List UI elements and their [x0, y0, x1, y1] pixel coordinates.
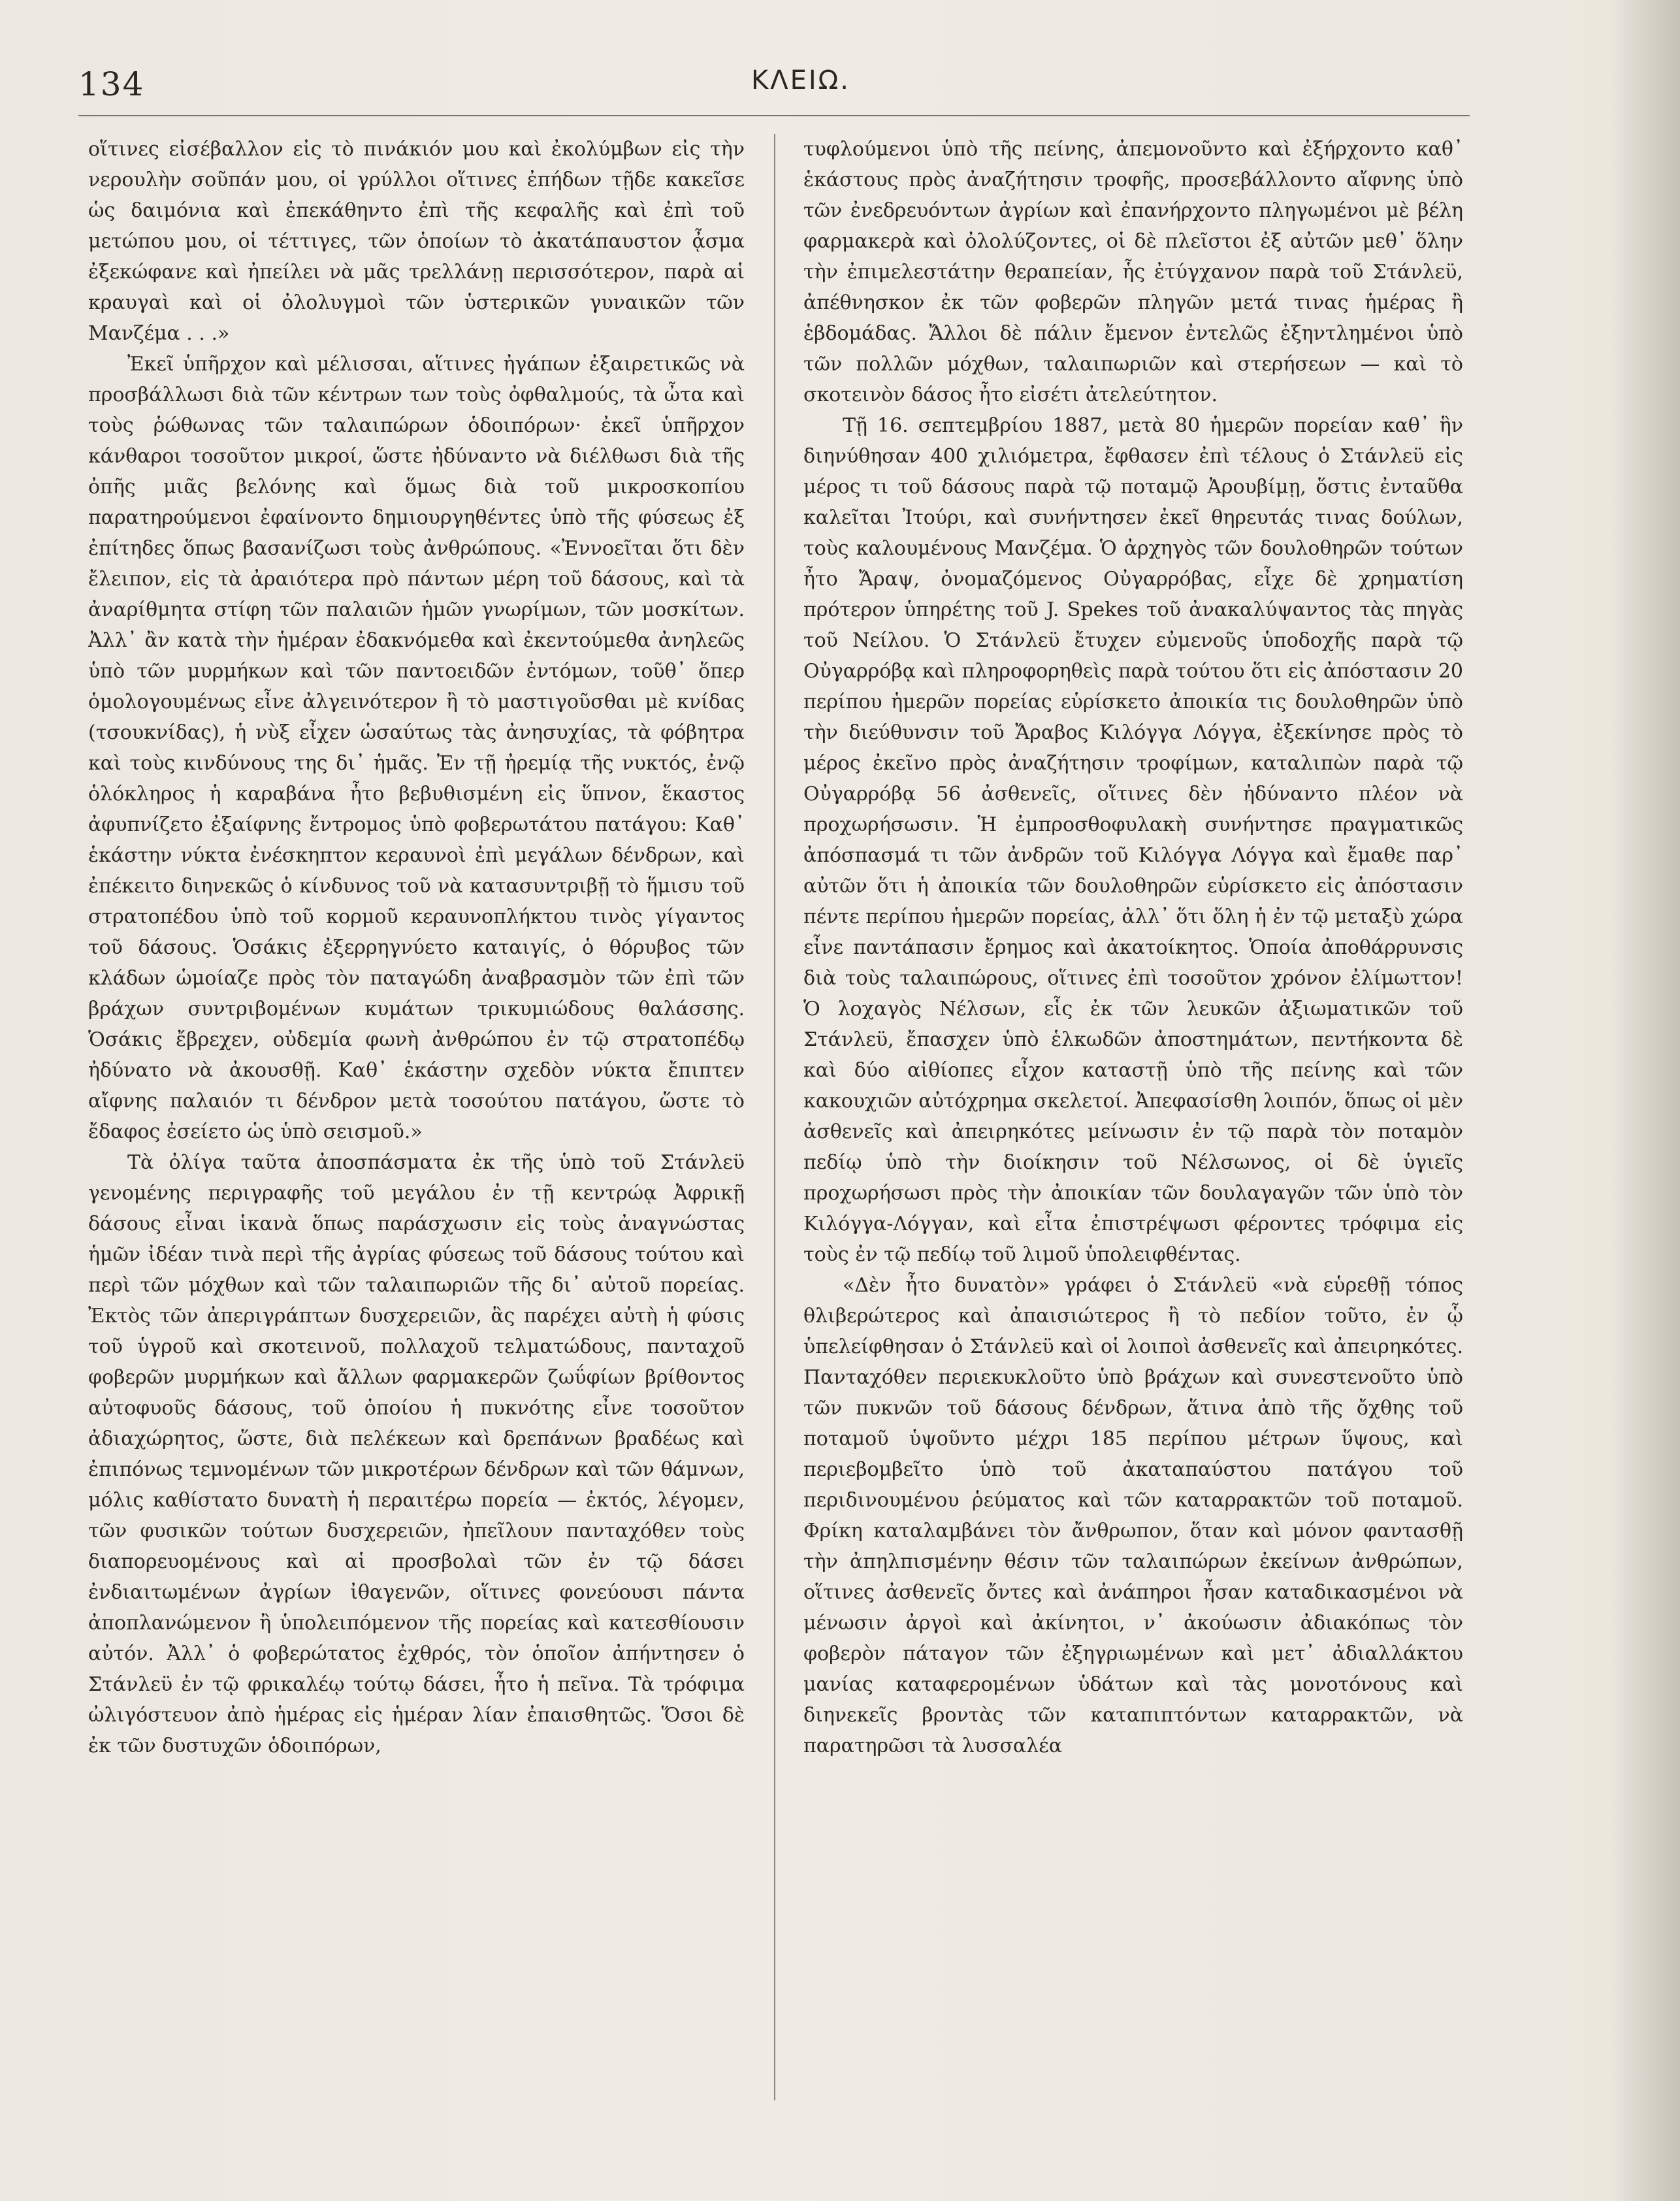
- column-divider: [774, 134, 775, 2100]
- left-column: [88, 134, 745, 2113]
- header-rule: [78, 115, 1470, 116]
- paragraph: Τὰ ὀλίγα ταῦτα ἀποσπάσματα ἐκ τῆς ὑπὸ τοῦ Στάνλεϋ γενομένης περιγραφῆς τοῦ μεγάλου ἐν τῇ κεντρώᾳ Ἀφρικῇ δάσους εἶναι ἱκανὰ ὅπως παράσχωσιν εἰς τοὺς ἀναγνώστας ἡμῶν ἰδέαν τινὰ περὶ τῆς ἀγρίας φύσεως τοῦ δάσους τούτου καὶ περὶ τῶν μόχθων καὶ τῶν ταλαιπωριῶν τῆς δι᾽ αὐτοῦ πορείας. Ἐκτὸς τῶν ἀπεριγράπτων δυσχερειῶν, ἃς παρέχει αὐτὴ ἡ φύσις τοῦ ὑγροῦ καὶ σκοτεινοῦ, πολλαχοῦ τελματώδους, πανταχοῦ φοβερῶν μυρμήκων καὶ ἄλλων φαρμακερῶν ζωΰφίων βρίθοντος αὐτοφυοῦς δάσους, τοῦ ὁποίου ἡ πυκνότης εἶνε τοσοῦτον ἀδιαχώρητος, ὥστε, διὰ πελέκεων καὶ δρεπάνων βραδέως καὶ ἐπιπόνως τεμνομένων τῶν μικροτέρων δένδρων καὶ τῶν θάμνων, μόλις καθίστατο δυνατὴ ἡ περαιτέρω πορεία — ἐκτός, λέγομεν, τῶν φυσικῶν τούτων δυσχερειῶν, ἠπεῖλουν πανταχόθεν τοὺς διαπορευομένους καὶ αἱ προσβολαὶ τῶν ἐν τῷ δάσει ἐνδιαιτωμένων ἀγρίων ἰθαγενῶν, οἵτινες φονεύουσι πάντα ἀποπλανώμενον ἢ ὑπολειπόμενον τῆς πορείας καὶ κατεσθίουσιν αὐτόν. Ἀλλ᾽ ὁ φοβερώτατος ἐχθρός, τὸν ὁποῖον ἀπήντησεν ὁ Στάνλεϋ ἐν τῷ φρικαλέῳ τούτῳ δάσει, ἦτο ἡ πεῖνα. Τὰ τρόφιμα ὠλιγόστευον ἀπὸ ἡμέρας εἰς ἡμέραν λίαν ἐπαισθητῶς. Ὅσοι δὲ ἐκ τῶν δυστυχῶν ὁδοιπόρων,: [88, 1151, 745, 1757]
- page-edge-shadow: [1608, 0, 1680, 2201]
- right-column: [803, 134, 1463, 2113]
- paragraph: Ἐκεῖ ὑπῆρχον καὶ μέλισσαι, αἵτινες ἠγάπων ἐξαιρετικῶς νὰ προσβάλλωσι διὰ τῶν κέντρων των τοὺς ὀφθαλμούς, τὰ ὦτα καὶ τοὺς ῥώθωνας τῶν ταλαιπώρων ὁδοιπόρων· ἐκεῖ ὑπῆρχον κάνθαροι τοσοῦτον μικροί, ὥστε ἠδύναντο νὰ διέλθωσι διὰ τῆς ὀπῆς μιᾶς βελόνης καὶ ὅμως διὰ τοῦ μικροσκοπίου παρατηρούμενοι ἐφαίνοντο δημιουργηθέντες ὑπὸ τῆς φύσεως ἐξ ἐπίτηδες ὅπως βασανίζωσι τοὺς ἀνθρώπους. «Ἐννοεῖται ὅτι δὲν ἔλειπον, εἰς τὰ ἀραιότερα πρὸ πάντων μέρη τοῦ δάσους, καὶ τὰ ἀναρίθμητα στίφη τῶν παλαιῶν ἡμῶν γνωρίμων, τῶν μοσκίτων. Ἀλλ᾽ ἂν κατὰ τὴν ἡμέραν ἐδακνόμεθα καὶ ἐκεντούμεθα ἀνηλεῶς ὑπὸ τῶν μυρμήκων καὶ τῶν παντοειδῶν ἐντόμων, τοῦθ᾽ ὅπερ ὁμολογουμένως εἶνε ἀλγεινότερον ἢ τὸ μαστιγοῦσθαι μὲ κνίδας (τσουκνίδας), ἡ νὺξ εἶχεν ὡσαύτως τὰς ἀνησυχίας, τὰ φόβητρα καὶ τοὺς κινδύνους της δι᾽ ἡμᾶς. Ἐν τῇ ἠρεμίᾳ τῆς νυκτός, ἐνῷ ὁλόκληρος ἡ καραβάνα ἦτο βεβυθισμένη εἰς ὕπνον, ἕκαστος ἀφυπνίζετο ἐξαίφνης ἔντρομος ὑπὸ φοβερωτάτου πατάγου: Καθ᾽ ἑκάστην νύκτα ἐνέσκηπτον κεραυνοὶ ἐπὶ μεγάλων δένδρων, καὶ ἐπέκειτο διηνεκῶς ὁ κίνδυνος τοῦ νὰ κατασυντριβῇ τὸ ἥμισυ τοῦ στρατοπέδου ὑπὸ τοῦ κορμοῦ κεραυνοπλήκτου τινὸς γίγαντος τοῦ δάσους. Ὁσάκις ἐξερρηγνύετο καταιγίς, ὁ θόρυβος τῶν κλάδων ὡμοίαζε πρὸς τὸν παταγώδη ἀναβρασμὸν τῶν ἐπὶ τῶν βράχων συντριβομένων κυμάτων τρικυμιώδους θαλάσσης. Ὁσάκις ἔβρεχεν, οὐδεμία φωνὴ ἀνθρώπου ἐν τῷ στρατοπέδῳ ἠδύνατο νὰ ἀκουσθῇ. Καθ᾽ ἑκάστην σχεδὸν νύκτα ἔπιπτεν αἴφνης παλαιόν τι δένδρον μετὰ τοσούτου πατάγου, ὥστε τὸ ἔδαφος ἐσείετο ὡς ὑπὸ σεισμοῦ.»: [88, 353, 745, 1143]
- paragraph: οἵτινες εἰσέβαλλον εἰς τὸ πινάκιόν μου καὶ ἐκολύμβων εἰς τὴν νερουλὴν σοῦπάν μου, οἱ γρύλλοι οἵτινες ἐπήδων τῇδε κακεῖσε ὡς δαιμόνια καὶ ἐπεκάθηντο ἐπὶ τῆς κεφαλῆς καὶ ἐπὶ τοῦ μετώπου μου, οἱ τέττιγες, τῶν ὁποίων τὸ ἀκατάπαυστον ᾆσμα ἐξεκώφανε καὶ ἠπείλει νὰ μᾶς τρελλάνῃ περισσότερον, παρὰ αἱ κραυγαὶ καὶ οἱ ὀλολυγμοὶ τῶν ὑστερικῶν γυναικῶν τῶν Μανζέμα . . .»: [88, 138, 745, 345]
- paragraph: Τῇ 16. σεπτεμβρίου 1887, μετὰ 80 ἡμερῶν πορείαν καθ᾽ ἣν διηνύθησαν 400 χιλιόμετρα, ἔφθασεν ἐπὶ τέλους ὁ Στάνλεϋ εἰς μέρος τι τοῦ δάσους παρὰ τῷ ποταμῷ Ἀρουβίμῃ, ὅστις ἐνταῦθα καλεῖται Ἰτούρι, καὶ συνήντησεν ἐκεῖ θηρευτάς τινας δούλων, τοὺς καλουμένους Μανζέμα. Ὁ ἀρχηγὸς τῶν δουλοθηρῶν τούτων ἦτο Ἄραψ, ὀνομαζόμενος Οὐγαρρόβας, εἶχε δὲ χρηματίση πρότερον ὑπηρέτης τοῦ J. Spekes τοῦ ἀνακαλύψαντος τὰς πηγὰς τοῦ Νείλου. Ὁ Στάνλεϋ ἔτυχεν εὐμενοῦς ὑποδοχῆς παρὰ τῷ Οὐγαρρόβᾳ καὶ πληροφορηθεὶς παρὰ τούτου ὅτι εἰς ἀπόστασιν 20 περίπου ἡμερῶν πορείας εὑρίσκετο ἀποικία τις δουλοθηρῶν ὑπὸ τὴν διεύθυνσιν τοῦ Ἄραβος Κιλόγγα Λόγγα, ἐξεκίνησε πρὸς τὸ μέρος ἐκεῖνο πρὸς ἀναζήτησιν τροφίμων, καταλιπὼν παρὰ τῷ Οὐγαρρόβᾳ 56 ἀσθενεῖς, οἵτινες δὲν ἠδύναντο πλέον νὰ προχωρήσωσιν. Ἡ ἐμπροσθοφυλακὴ συνήντησε πραγματικῶς ἀπόσπασμά τι τῶν ἀνδρῶν τοῦ Κιλόγγα Λόγγα καὶ ἔμαθε παρ᾽ αὐτῶν ὅτι ἡ ἀποικία τῶν δουλοθηρῶν εὑρίσκετο εἰς ἀπόστασιν πέντε περίπου ἡμερῶν πορείας, ἀλλ᾽ ὅτι ὅλη ἡ ἐν τῷ μεταξὺ χώρα εἶνε παντάπασιν ἔρημος καὶ ἀκατοίκητος. Ὁποία ἀποθάρρυνσις διὰ τοὺς ταλαιπώρους, οἵτινες ἐπὶ τοσοῦτον χρόνον ἐλίμωττον! Ὁ λοχαγὸς Νέλσων, εἷς ἐκ τῶν λευκῶν ἀξιωματικῶν τοῦ Στάνλεϋ, ἔπασχεν ὑπὸ ἑλκωδῶν ἀποστημάτων, πεντήκοντα δὲ καὶ δύο αἰθίοπες εἶχον καταστῇ ὑπὸ τῆς πείνης καὶ τῶν κακουχιῶν αὐτόχρημα σκελετοί. Ἀπεφασίσθη λοιπόν, ὅπως οἱ μὲν ἀσθενεῖς καὶ ἀπειρηκότες μείνωσιν ἐν τῷ παρὰ τὸν ποταμὸν πεδίῳ ὑπὸ τὴν διοίκησιν τοῦ Νέλσωνος, οἱ δὲ ὑγιεῖς προχωρήσωσι πρὸς τὴν ἀποικίαν τῶν δουλαγαγῶν τῶν ὑπὸ τὸν Κιλόγγα-Λόγγαν, καὶ εἶτα ἐπιστρέψωσι φέροντες τρόφιμα εἰς τοὺς ἐν τῷ πεδίῳ τοῦ λιμοῦ ὑπολειφθέντας.: [803, 414, 1463, 1266]
- paragraph: τυφλούμενοι ὑπὸ τῆς πείνης, ἀπεμονοῦντο καὶ ἐξήρχοντο καθ᾽ ἑκάστους πρὸς ἀναζήτησιν τροφῆς, προσεβάλλοντο αἴφνης ὑπὸ τῶν ἐνεδρευόντων ἀγρίων καὶ ἐπανήρχοντο πληγωμένοι μὲ βέλη φαρμακερὰ καὶ ὀλολύζοντες, οἱ δὲ πλεῖστοι ἐξ αὐτῶν μεθ᾽ ὅλην τὴν ἐπιμελεστάτην θεραπείαν, ἧς ἐτύγχανον παρὰ τοῦ Στάνλεϋ, ἀπέθνησκον ἐκ τῶν φοβερῶν πληγῶν μετά τινας ἡμέρας ἢ ἑβδομάδας. Ἄλλοι δὲ πάλιν ἔμενον ἐντελῶς ἐξηντλημένοι ὑπὸ τῶν πολλῶν μόχθων, ταλαιπωριῶν καὶ στερήσεων — καὶ τὸ σκοτεινὸν δάσος ἦτο εἰσέτι ἀτελεύτητον.: [803, 138, 1463, 406]
- running-title: ΚΛΕΙΩ.: [751, 65, 850, 95]
- page-number: 134: [78, 65, 145, 103]
- paragraph: «Δὲν ἦτο δυνατὸν» γράφει ὁ Στάνλεϋ «νὰ εὑρεθῇ τόπος θλιβερώτερος καὶ ἀπαισιώτερος ἢ τὸ πεδίον τοῦτο, ἐν ᾧ ὑπελείφθησαν ὁ Στάνλεϋ καὶ οἱ λοιποὶ ἀσθενεῖς καὶ ἀπειρηκότες. Πανταχόθεν περιεκυκλοῦτο ὑπὸ βράχων καὶ συνεστενοῦτο ὑπὸ τῶν πυκνῶν τοῦ δάσους δένδρων, ἅτινα ἀπὸ τῆς ὄχθης τοῦ ποταμοῦ ὑψοῦντο μέχρι 185 περίπου μέτρων ὕψους, καὶ περιεβομβεῖτο ὑπὸ τοῦ ἀκαταπαύστου πατάγου τοῦ περιδινουμένου ῥεύματος καὶ τῶν καταρρακτῶν τοῦ ποταμοῦ. Φρίκη καταλαμβάνει τὸν ἄνθρωπον, ὅταν καὶ μόνον φαντασθῇ τὴν ἀπηλπισμένην θέσιν τῶν ταλαιπώρων ἐκείνων ἀνθρώπων, οἵτινες ἀσθενεῖς ὄντες καὶ ἀνάπηροι ἦσαν καταδικασμένοι νὰ μένωσιν ἀργοὶ καὶ ἀκίνητοι, ν᾽ ἀκούωσιν ἀδιακόπως τὸν φοβερὸν πάταγον τῶν ἐξηγριωμένων καὶ μετ᾽ ἀδιαλλάκτου μανίας καταφερομένων ὑδάτων καὶ τὰς μονοτόνους καὶ διηνεκεῖς βροντὰς τῶν καταπιπτόντων καταρρακτῶν, νὰ παρατηρῶσι τὰ λυσσαλέα: [803, 1274, 1463, 1757]
